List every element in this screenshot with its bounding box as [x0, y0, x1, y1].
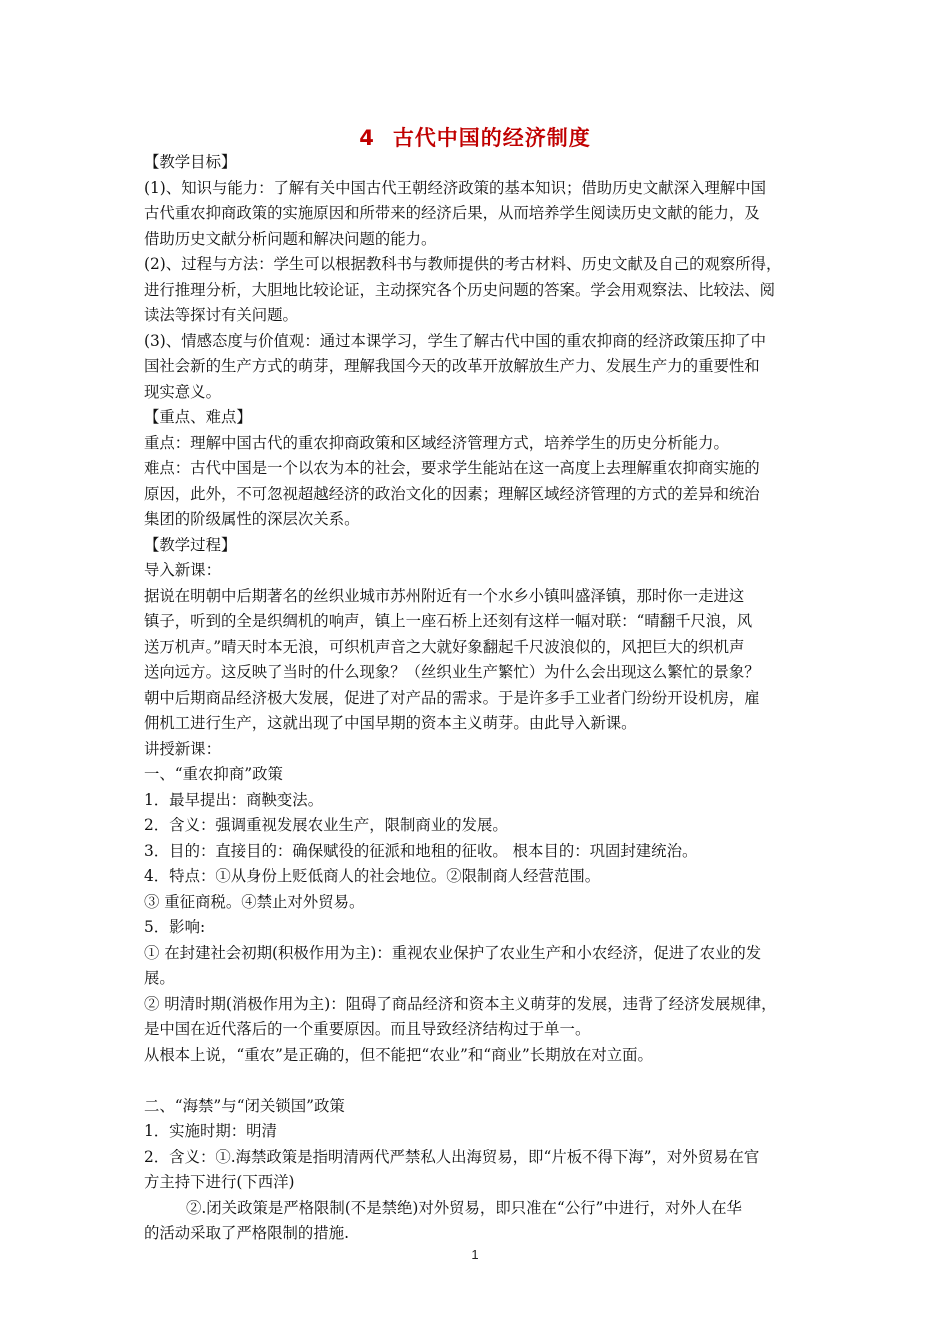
title-text: 古代中国的经济制度 — [392, 126, 591, 150]
text-line: 送向远方。这反映了当时的什么现象？（丝织业生产繁忙）为什么会出现这么繁忙的景象？ — [144, 663, 760, 681]
text-line: ②.闭关政策是严格限制(不是禁绝)对外贸易，即只准在“公行”中进行，对外人在华 — [186, 1198, 742, 1217]
text-line: 现实意义。 — [144, 382, 221, 401]
text-line: 方主持下进行(下西洋) — [144, 1173, 295, 1191]
text-line: 古代重农抑商政策的实施原因和所带来的经济后果，从而培养学生阅读历史文献的能力，及 — [144, 204, 760, 222]
text-line: 3．目的：直接目的：确保赋役的征派和地租的征收。 根本目的：巩固封建统治。 — [144, 841, 698, 860]
text-line: 【教学目标】 — [144, 153, 237, 171]
text-line: 从根本上说，“重农”是正确的，但不能把“农业”和“商业”长期放在对立面。 — [144, 1045, 653, 1064]
text-line: 借助历史文献分析问题和解决问题的能力。 — [144, 229, 437, 248]
text-line: ③ 重征商税。④禁止对外贸易。 — [144, 892, 365, 911]
text-line: 二、“海禁”与“闭关锁国”政策 — [144, 1096, 345, 1115]
text-line: 佣机工进行生产，这就出现了中国早期的资本主义萌芽。由此导入新课。 — [144, 714, 637, 732]
text-line: 镇子，听到的全是织绸机的响声，镇上一座石桥上还刻有这样一幅对联：“晴翻千尺浪，风 — [144, 612, 753, 630]
text-line: 2．含义：强调重视发展农业生产，限制商业的发展。 — [144, 816, 508, 834]
text-line: 2．含义：①.海禁政策是指明清两代严禁私人出海贸易，即“片板不得下海”，对外贸易在官 — [144, 1147, 760, 1166]
text-line: 讲授新课： — [144, 739, 221, 758]
text-line: 展。 — [144, 969, 175, 987]
text-line: 难点：古代中国是一个以农为本的社会，要求学生能站在这一高度上去理解重农抑商实施的 — [144, 459, 760, 477]
blank-line — [144, 1068, 810, 1094]
text-line: 读法等探讨有关问题。 — [144, 306, 298, 324]
text-line: 进行推理分析，大胆地比较论证，主动探究各个历史问题的答案。学会用观察法、比较法、阅 — [144, 280, 776, 299]
text-line: 1．最早提出：商鞅变法。 — [144, 790, 324, 809]
text-line: 集团的阶级属性的深层次关系。 — [144, 510, 360, 528]
text-line: 5．影响: — [144, 918, 206, 936]
text-line: 重点：理解中国古代的重农抑商政策和区域经济管理方式，培养学生的历史分析能力。 — [144, 433, 729, 452]
text-line: (1)、知识与能力：了解有关中国古代王朝经济政策的基本知识；借助历史文献深入理解中国 — [144, 178, 767, 197]
title-number: 4 — [359, 126, 375, 150]
text-line: 国社会新的生产方式的萌芽，理解我国今天的改革开放解放生产力、发展生产力的重要性和 — [144, 357, 760, 375]
text-line: (3)、情感态度与价值观：通过本课学习，学生了解古代中国的重农抑商的经济政策压抑了中 — [144, 331, 767, 350]
text-line: 【重点、难点】 — [144, 408, 252, 426]
text-line: 导入新课： — [144, 561, 221, 579]
text-line: (2)、过程与方法：学生可以根据教科书与教师提供的考古材料、历史文献及自己的观察所得， — [144, 255, 782, 273]
page-title — [0, 122, 950, 152]
text-line: 是中国在近代落后的一个重要原因。而且导致经济结构过于单一。 — [144, 1020, 591, 1038]
page-number: 1 — [471, 1247, 479, 1262]
text-line: 4．特点：①从身份上贬低商人的社会地位。②限制商人经营范围。 — [144, 867, 601, 885]
text-line: 【教学过程】 — [144, 535, 237, 554]
text-line: ① 在封建社会初期(积极作用为主)：重视农业保护了农业生产和小农经济，促进了农业的发 — [144, 943, 762, 962]
text-line: 的活动采取了严格限制的措施. — [144, 1224, 349, 1242]
text-line: 原因，此外，不可忽视超越经济的政治文化的因素；理解区域经济管理的方式的差异和统治 — [144, 484, 760, 503]
document-body — [144, 150, 810, 1247]
text-line: 据说在明朝中后期著名的丝织业城市苏州附近有一个水乡小镇叫盛泽镇，那时你一走进这 — [144, 586, 745, 605]
text-line: ② 明清时期(消极作用为主)：阻碍了商品经济和资本主义萌芽的发展，违背了经济发展规律， — [144, 994, 777, 1013]
text-line: 朝中后期商品经济极大发展，促进了对产品的需求。于是许多手工业者门纷纷开设机房，雇 — [144, 688, 760, 707]
text-line: 一、“重农抑商”政策 — [144, 765, 283, 783]
text-line: 1．实施时期：明清 — [144, 1122, 277, 1140]
text-line: 送万机声。”晴天时本无浪，可织机声音之大就好象翻起千尺波浪似的，风把巨大的织机声 — [144, 637, 745, 656]
